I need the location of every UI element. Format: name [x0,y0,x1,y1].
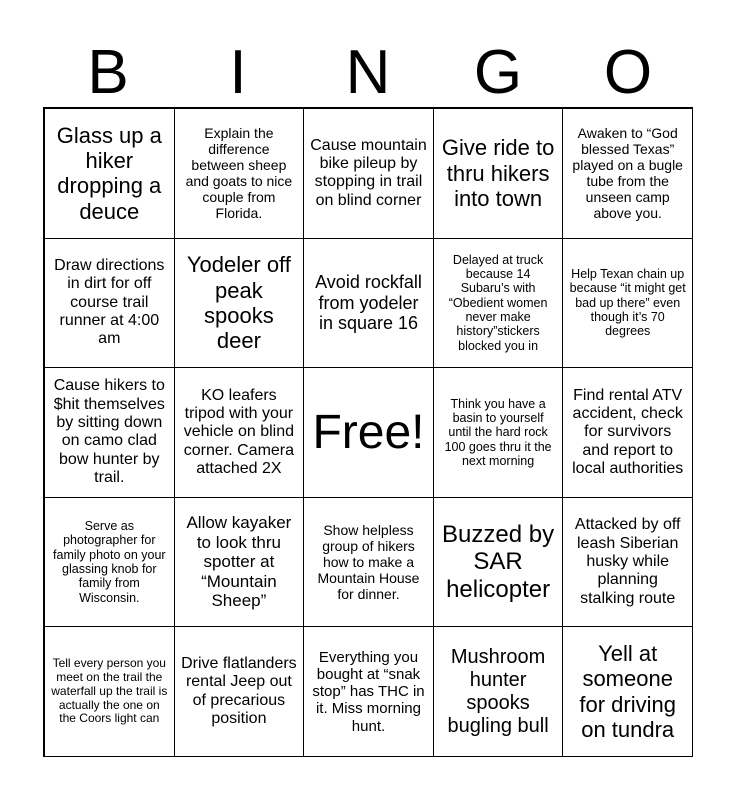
bingo-cell[interactable]: Allow kayaker to look thru spotter at “Mountain Sheep” [174,497,305,628]
bingo-cell[interactable]: Buzzed by SAR helicopter [433,497,564,628]
bingo-cell[interactable]: Attacked by off leash Siberian husky while planning stalking route [562,497,693,628]
header-letter-n: N [345,38,391,107]
header-letter-g: G [473,38,523,107]
bingo-cell[interactable]: Everything you bought at “snak stop” has THC in it. Miss morning hunt. [303,626,434,757]
bingo-cell[interactable]: Yodeler off peak spooks deer [174,238,305,369]
bingo-cell[interactable]: Draw directions in dirt for off course trail runner at 4:00 am [44,238,175,369]
bingo-grid [43,107,693,757]
bingo-cell[interactable]: Avoid rockfall from yodeler in square 16 [303,238,434,369]
bingo-cell[interactable]: Tell every person you meet on the trail the waterfall up the trail is actually the one on the Coors light can [44,626,175,757]
bingo-cell[interactable]: Serve as photographer for family photo on your glassing knob for family from Wisconsin. [44,497,175,628]
bingo-cell[interactable]: Glass up a hiker dropping a deuce [44,108,175,239]
bingo-cell[interactable]: Mushroom hunter spooks bugling bull [433,626,564,757]
bingo-cell[interactable]: Show helpless group of hikers how to make a Mountain House for dinner. [303,497,434,628]
bingo-cell[interactable]: KO leafers tripod with your vehicle on blind corner. Camera attached 2X [174,367,305,498]
bingo-cell[interactable]: Explain the difference between sheep and goats to nice couple from Florida. [174,108,305,239]
header-letter-b: B [87,38,129,107]
bingo-cell[interactable]: Awaken to “God blessed Texas” played on a bugle tube from the unseen camp above you. [562,108,693,239]
bingo-cell[interactable]: Drive flatlanders rental Jeep out of precarious position [174,626,305,757]
bingo-cell[interactable]: Think you have a basin to yourself until the hard rock 100 goes thru it the next morning [433,367,564,498]
header-letter-o: O [603,38,653,107]
bingo-cell[interactable]: Find rental ATV accident, check for survivors and report to local authorities [562,367,693,498]
header-letter-i: I [229,38,247,107]
bingo-cell[interactable]: Help Texan chain up because “it might get bad up there” even though it’s 70 degrees [562,238,693,369]
bingo-cell[interactable]: Delayed at truck because 14 Subaru’s with “Obedient women never make history”stickers blocked you in [433,238,564,369]
bingo-cell[interactable]: Yell at someone for driving on tundra [562,626,693,757]
bingo-cell[interactable]: Cause hikers to $hit themselves by sitting down on camo clad bow hunter by trail. [44,367,175,498]
bingo-cell[interactable]: Give ride to thru hikers into town [433,108,564,239]
bingo-cell[interactable]: Cause mountain bike pileup by stopping in trail on blind corner [303,108,434,239]
free-cell[interactable]: Free! [303,367,434,498]
bingo-header [43,40,693,106]
